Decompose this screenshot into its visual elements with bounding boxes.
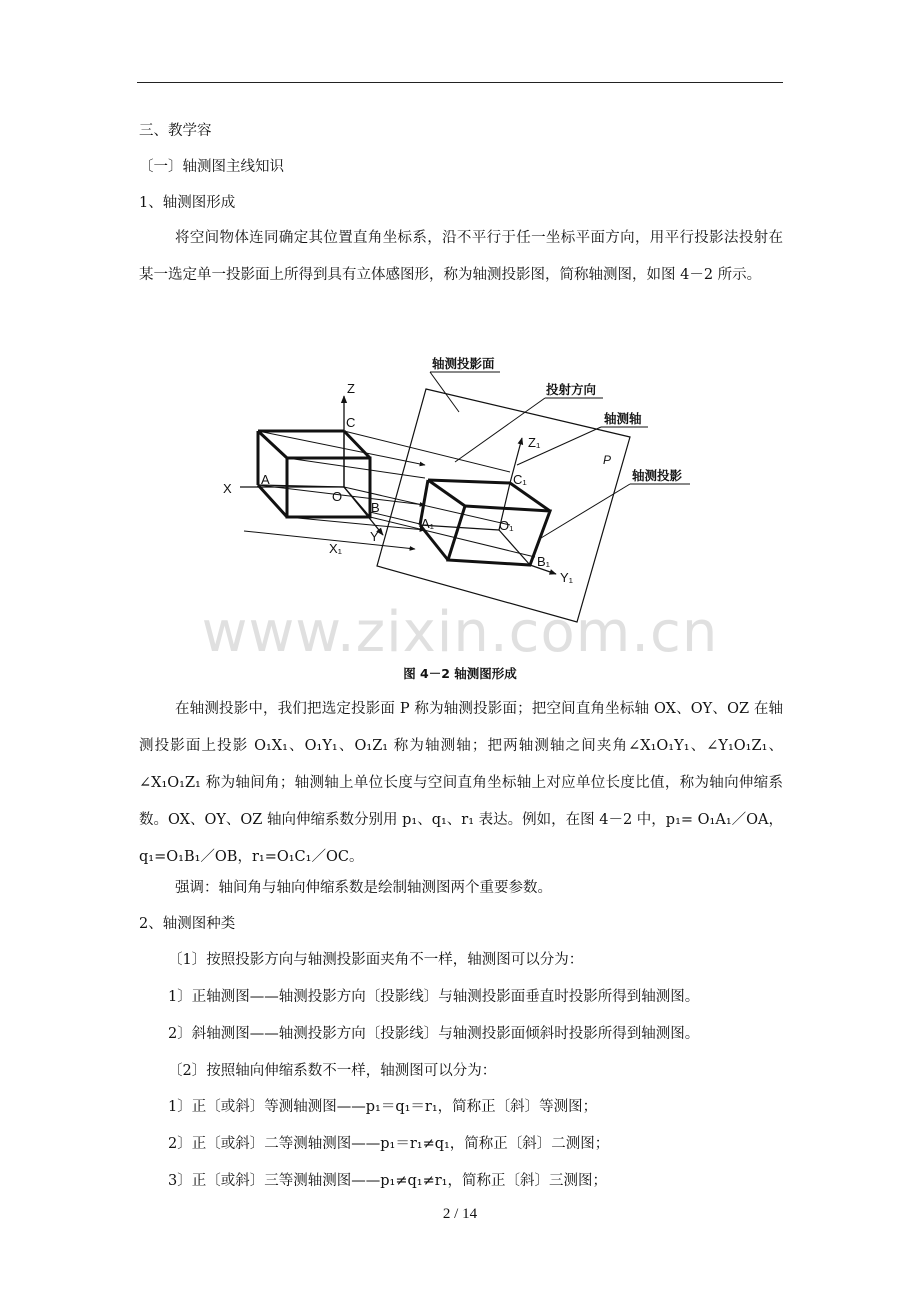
label-X: X [223, 481, 232, 496]
callout-projection-plane: 轴测投影面 [432, 357, 495, 371]
callout-projection-direction: 投射方向 [546, 383, 597, 397]
label-Z1: Z₁ [528, 435, 541, 450]
list-item-trimetric: 3〕正〔或斜〕三等测轴测图——p₁≠q₁≠r₁，简称正〔斜〕三测图； [168, 1173, 607, 1189]
list-intro-2: 〔2〕按照轴向伸缩系数不一样，轴测图可以分为： [168, 1063, 497, 1079]
item-heading-2: 2、轴测图种类 [139, 916, 236, 932]
list-item-dimetric: 2〕正〔或斜〕二等测轴测图——p₁＝r₁≠q₁，简称正〔斜〕二测图； [168, 1136, 610, 1152]
label-A: A [261, 472, 270, 487]
projected-box-front [448, 506, 550, 565]
page-number: 2 / 14 [442, 1206, 478, 1222]
subsection-heading: 〔一〕轴测图主线知识 [139, 159, 284, 175]
list-item-isometric: 1〕正〔或斜〕等测轴测图——p₁＝q₁＝r₁，简称正〔斜〕等测图； [168, 1099, 598, 1115]
list-intro-1: 〔1〕按照投影方向与轴测投影面夹角不一样，轴测图可以分为： [168, 952, 584, 968]
figure-caption: 图 4－2 轴测图形成 [403, 666, 517, 681]
list-item-orthographic: 1〕正轴测图——轴测投影方向〔投影线〕与轴测投影面垂直时投影所得到轴测图。 [168, 989, 700, 1005]
label-Y: Y [370, 529, 379, 544]
label-P: P [603, 453, 612, 467]
label-O: O [332, 489, 343, 504]
label-Z: Z [347, 381, 355, 396]
label-B: B [371, 500, 380, 515]
callout-axonometric-projection: 轴测投影 [632, 469, 683, 483]
section-heading: 三、教学容 [139, 123, 212, 139]
header-rule [137, 82, 783, 83]
label-Y1: Y₁ [560, 570, 574, 585]
callout-axonometric-axis: 轴测轴 [604, 412, 642, 426]
projection-plane [377, 389, 630, 622]
label-C1: C₁ [513, 472, 527, 487]
emphasis-note: 强调：轴间角与轴向伸缩系数是绘制轴测图两个重要参数。 [175, 880, 552, 896]
label-B1: B₁ [537, 554, 551, 569]
label-C: C [346, 415, 356, 430]
label-X1: X₁ [329, 541, 343, 556]
list-item-oblique: 2〕斜轴测图——轴测投影方向〔投影线〕与轴测投影面倾斜时投影所得到轴测图。 [168, 1026, 700, 1042]
watermark: www.zixin.com.cn [201, 600, 719, 665]
label-O1: O₁ [499, 518, 514, 533]
paragraph-terms: 在轴测投影中，我们把选定投影面 P 称为轴测投影面；把空间直角坐标轴 OX、OY、OZ 在轴测投影面上投影 O₁X₁、O₁Y₁、O₁Z₁ 称为轴测轴；把两轴测轴之间夹角∠X₁O₁Y₁、∠Y₁O₁Z₁、∠X₁O₁Z₁ 称为轴间角；轴测轴上单位长度与空间直角坐标轴上对应单位长度比值，称为轴向伸缩系数。OX、OY、OZ 轴向伸缩系数分别用 p₁、q₁、r₁ 表达。例如，在图 4－2 中，p₁= O₁A₁／OA，q₁=O₁B₁／OB，r₁=O₁C₁／OC。 [139, 701, 784, 865]
axonometric-figure [215, 345, 715, 635]
item-heading-1: 1、轴测图形成 [139, 195, 236, 211]
label-A1: A₁ [421, 516, 435, 531]
paragraph-definition: 将空间物体连同确定其位置直角坐标系，沿不平行于任一坐标平面方向，用平行投影法投射在某一选定单一投影面上所得到具有立体感图形，称为轴测投影图，简称轴测图，如图 4－2 所示。 [139, 230, 783, 283]
